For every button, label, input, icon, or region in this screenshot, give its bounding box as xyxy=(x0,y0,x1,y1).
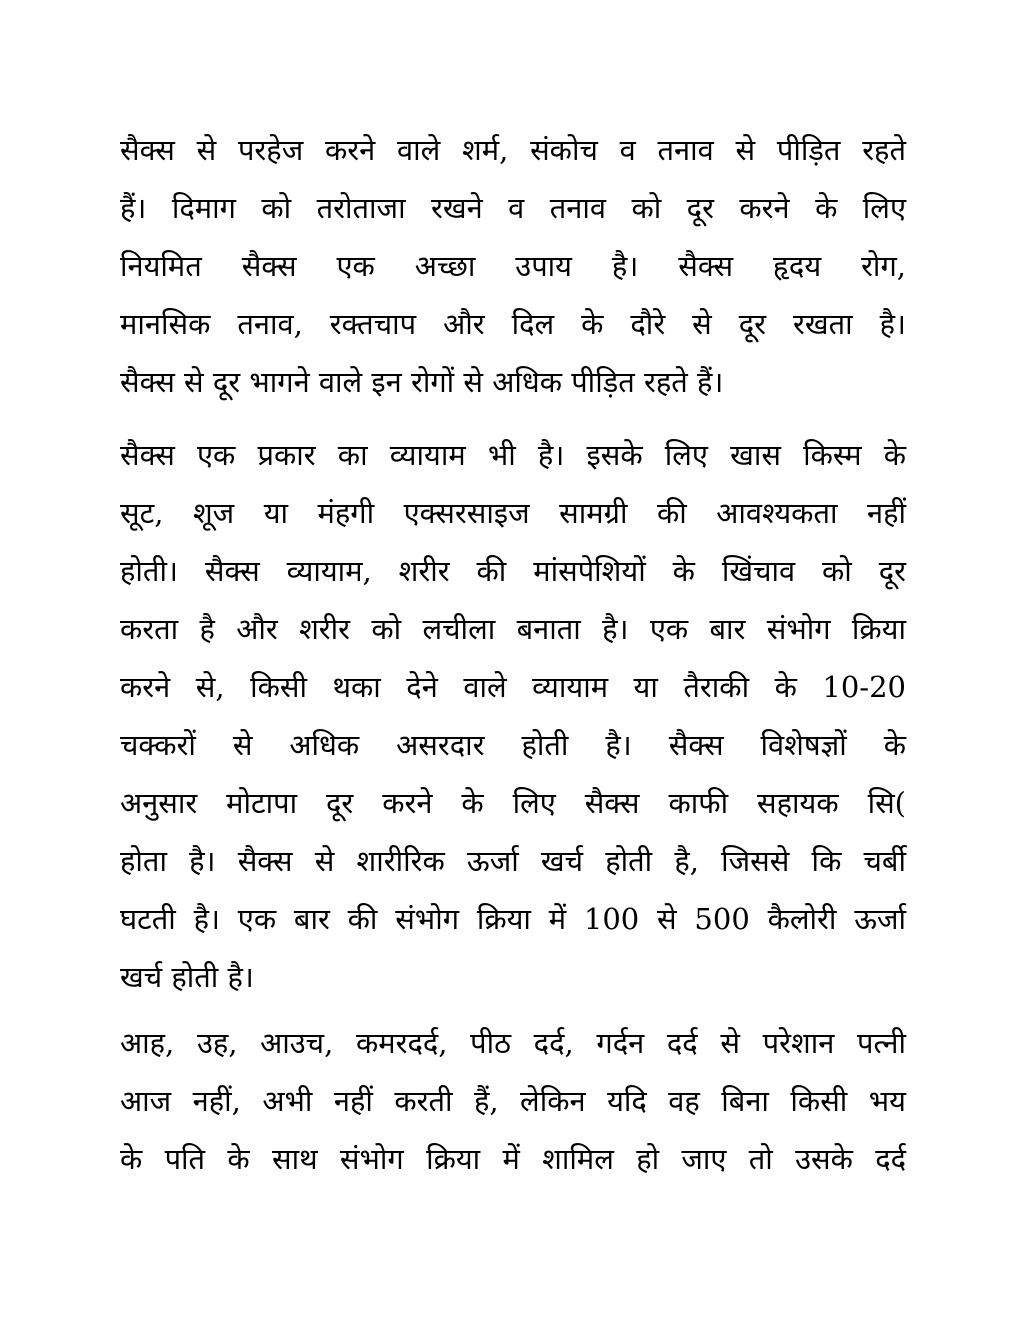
text-line: सैक्स से परहेज करने वाले शर्म, संकोच व तनाव से पीड़ित रहते xyxy=(120,133,906,167)
text-line: अनुसार मोटापा दूर करने के लिए सैक्स काफी सहायक सि( xyxy=(120,786,906,820)
text-line: नियमित सैक्स एक अच्छा उपाय है। सैक्स हृदय रोग, xyxy=(120,249,906,283)
text-line: खर्च होती है। xyxy=(120,960,254,994)
text-line: आज नहीं, अभी नहीं करती हैं, लेकिन यदि वह बिना किसी भय xyxy=(120,1084,906,1118)
paragraph-3 xyxy=(120,1014,906,1188)
paragraph-1 xyxy=(120,121,906,411)
text-line: करता है और शरीर को लचीला बनाता है। एक बार संभोग क्रिया xyxy=(120,612,906,646)
text-line: सूट, शूज या मंहगी एक्सरसाइज सामग्री की आवश्यकता नहीं xyxy=(120,496,906,530)
text-line: सैक्स से दूर भागने वाले इन रोगों से अधिक पीड़ित रहते हैं। xyxy=(120,365,724,399)
text-line: के पति के साथ संभोग क्रिया में शामिल हो जाए तो उसके दर्द xyxy=(120,1142,906,1176)
text-line: होती। सैक्स व्यायाम, शरीर की मांसपेशियों के खिंचाव को दूर xyxy=(120,554,906,588)
text-line: हैं। दिमाग को तरोताजा रखने व तनाव को दूर करने के लिए xyxy=(120,191,906,225)
paragraph-2 xyxy=(120,426,906,1006)
text-line: आह, उह, आउच, कमरदर्द, पीठ दर्द, गर्दन दर्द से परेशान पत्नी xyxy=(120,1026,906,1060)
text-line: मानसिक तनाव, रक्तचाप और दिल के दौरे से दूर रखता है। xyxy=(120,307,906,341)
text-line: चक्करों से अधिक असरदार होती है। सैक्स विशेषज्ञों के xyxy=(120,728,906,762)
text-line: करने से, किसी थका देने वाले व्यायाम या तैराकी के 10-20 xyxy=(120,670,906,704)
text-line: होता है। सैक्स से शारीरिक ऊर्जा खर्च होती है, जिससे कि चर्बी xyxy=(120,844,906,878)
text-line: घटती है। एक बार की संभोग क्रिया में 100 से 500 कैलोरी ऊर्जा xyxy=(120,902,906,936)
text-line: सैक्स एक प्रकार का व्यायाम भी है। इसके लिए खास किस्म के xyxy=(120,438,906,472)
